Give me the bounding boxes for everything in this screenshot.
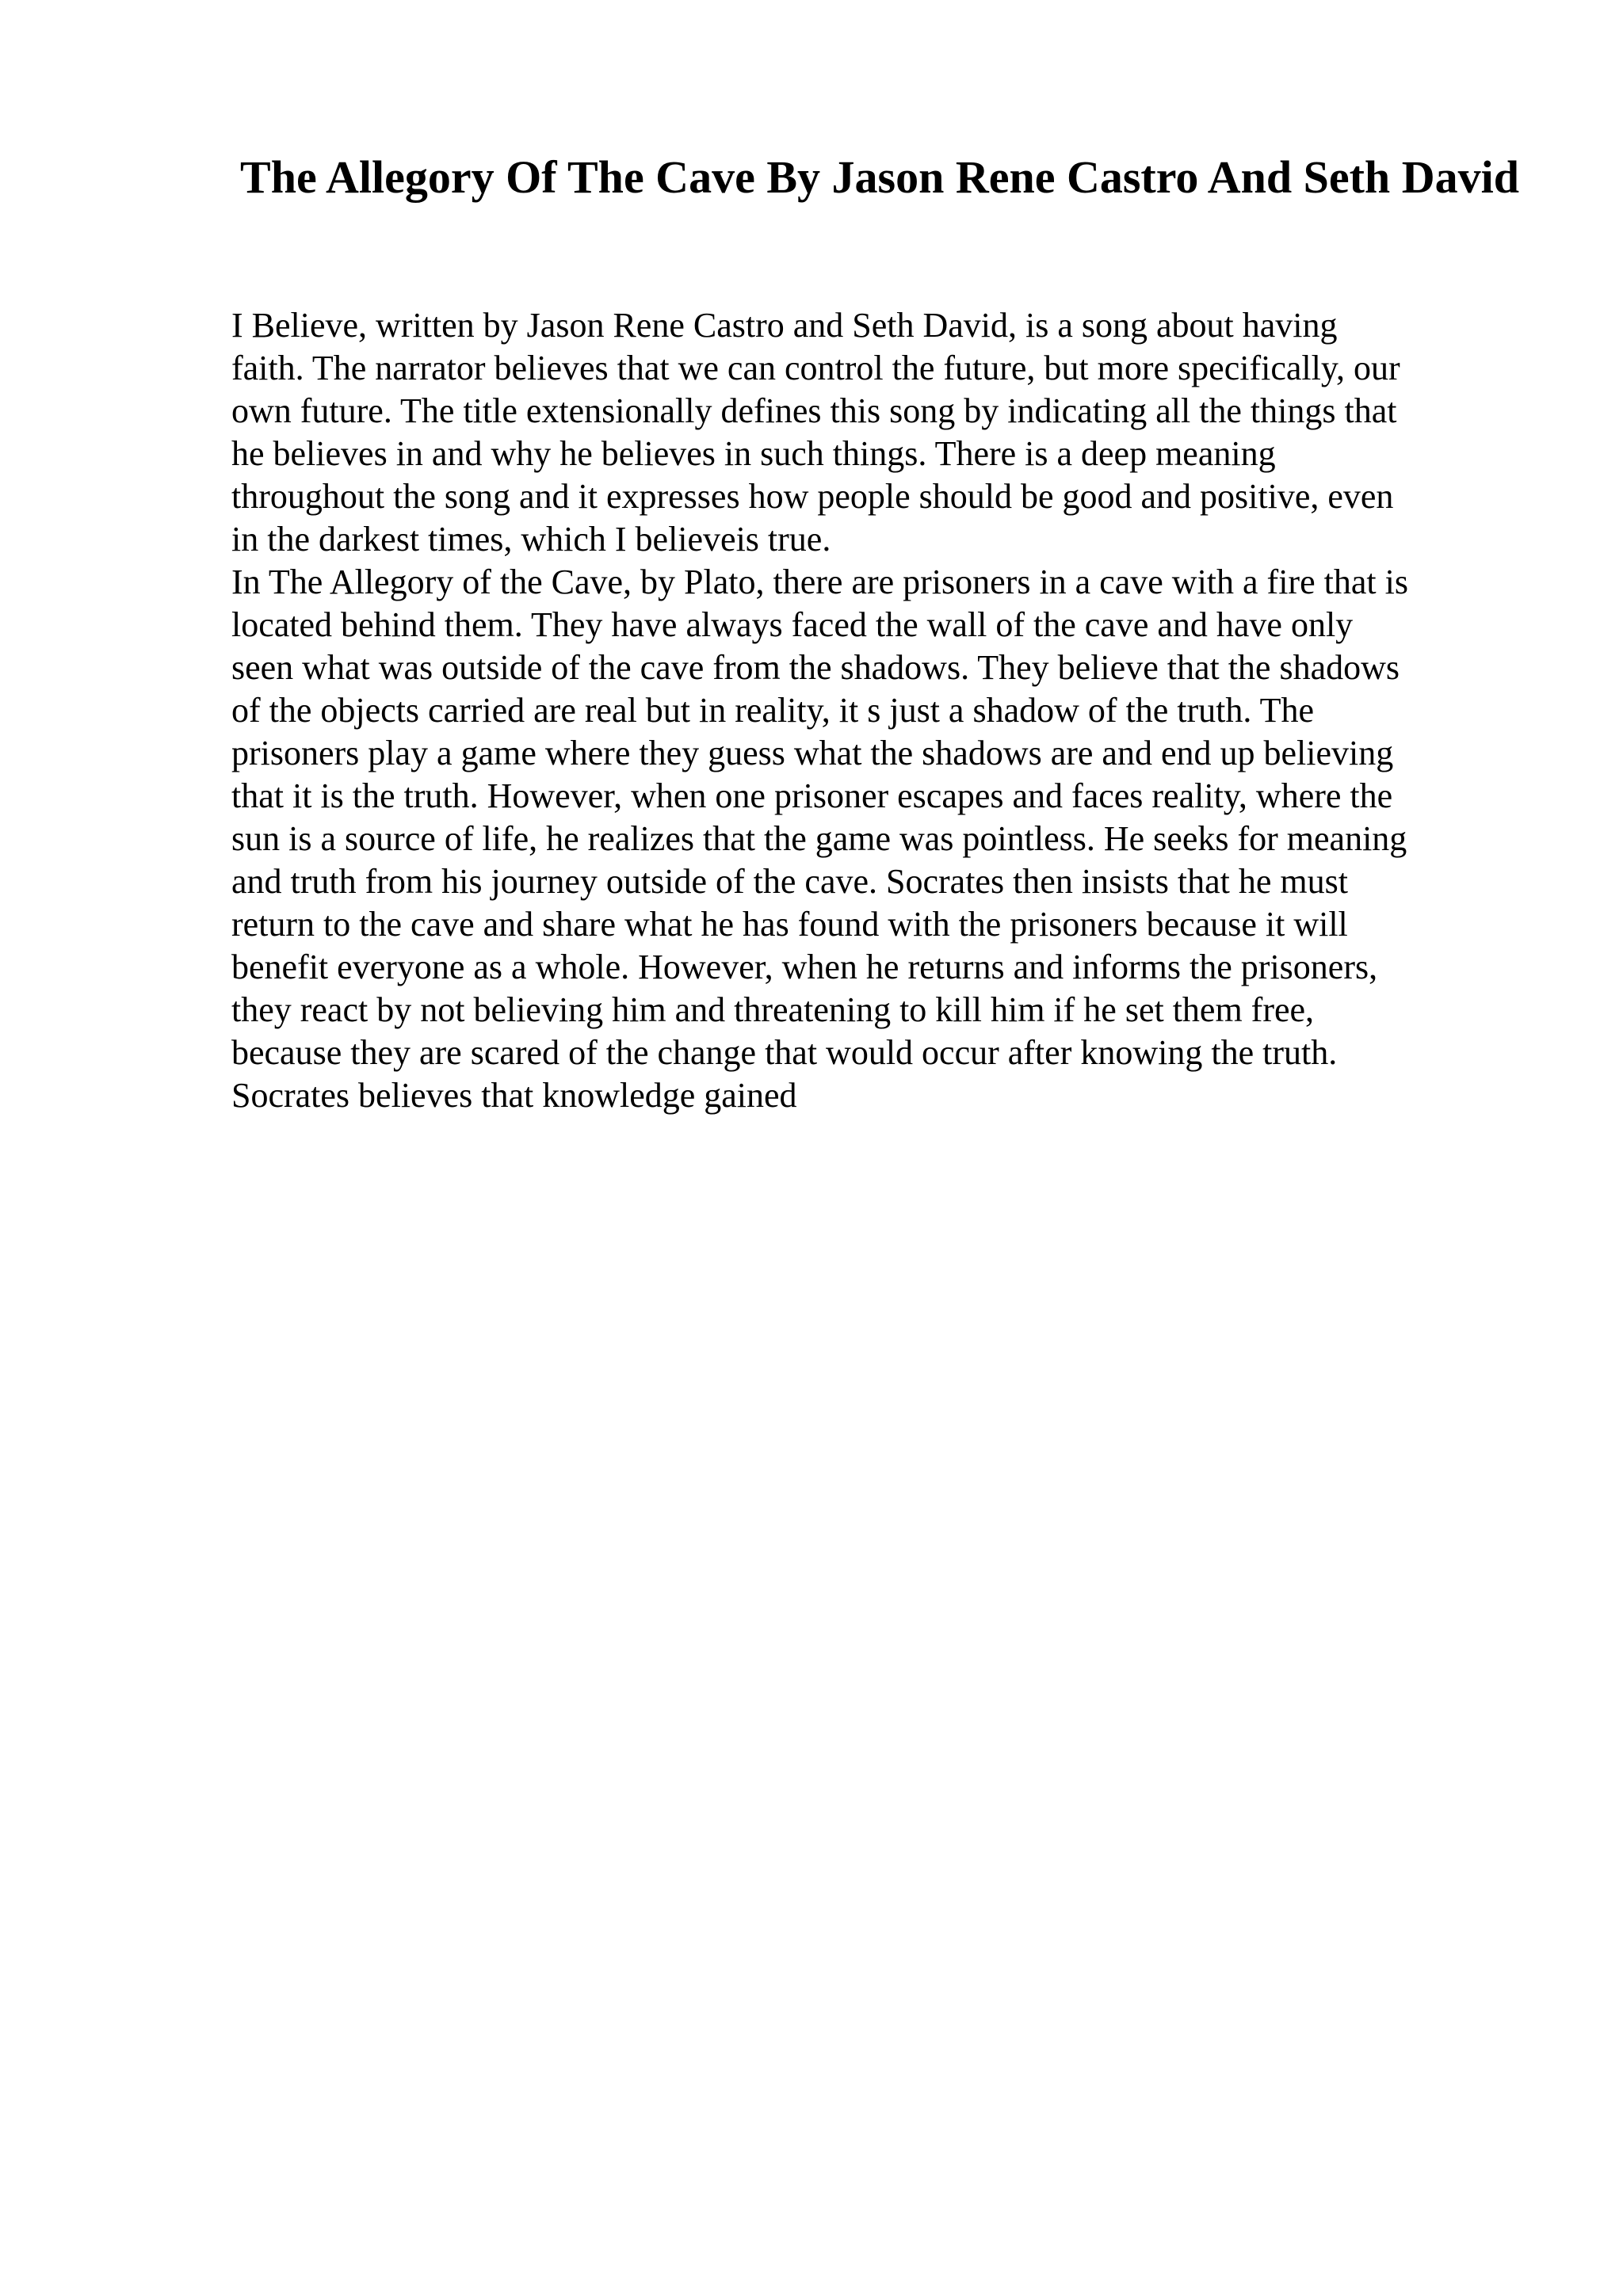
text-line: prisoners play a game where they guess what the shadows are and end up believing	[231, 734, 1394, 772]
text-line: because they are scared of the change that would occur after knowing the truth.	[231, 1033, 1338, 1072]
text-line: he believes in and why he believes in such things. There is a deep meaning	[231, 434, 1276, 473]
text-line: throughout the song and it expresses how people should be good and positive, even	[231, 477, 1394, 516]
text-line: located behind them. They have always faced the wall of the cave and have only	[231, 605, 1354, 644]
text-line: benefit everyone as a whole. However, when he returns and informs the prisoners,	[231, 948, 1378, 986]
page-title: The Allegory Of The Cave By Jason Rene Castro And Seth David	[240, 151, 1519, 203]
text-line: I Believe, written by Jason Rene Castro and Seth David, is a song about having	[231, 306, 1338, 345]
text-line: return to the cave and share what he has found with the prisoners because it will	[231, 905, 1348, 944]
text-line: sun is a source of life, he realizes that the game was pointless. He seeks for meaning	[231, 819, 1407, 858]
text-line: Socrates believes that knowledge gained	[231, 1076, 797, 1115]
text-line: In The Allegory of the Cave, by Plato, there are prisoners in a cave with a fire that is	[231, 563, 1408, 601]
text-line: faith. The narrator believes that we can control the future, but more specifically, our	[231, 349, 1400, 387]
text-line: seen what was outside of the cave from the shadows. They believe that the shadows	[231, 648, 1400, 687]
text-line: and truth from his journey outside of the cave. Socrates then insists that he must	[231, 862, 1348, 901]
essay-body	[231, 304, 1523, 1117]
text-line: of the objects carried are real but in reality, it s just a shadow of the truth. The	[231, 691, 1314, 730]
text-line: own future. The title extensionally defines this song by indicating all the things that	[231, 391, 1397, 430]
text-line: in the darkest times, which I believeis true.	[231, 520, 831, 559]
text-line: that it is the truth. However, when one prisoner escapes and faces reality, where the	[231, 776, 1393, 815]
text-line: they react by not believing him and threatening to kill him if he set them free,	[231, 990, 1315, 1029]
